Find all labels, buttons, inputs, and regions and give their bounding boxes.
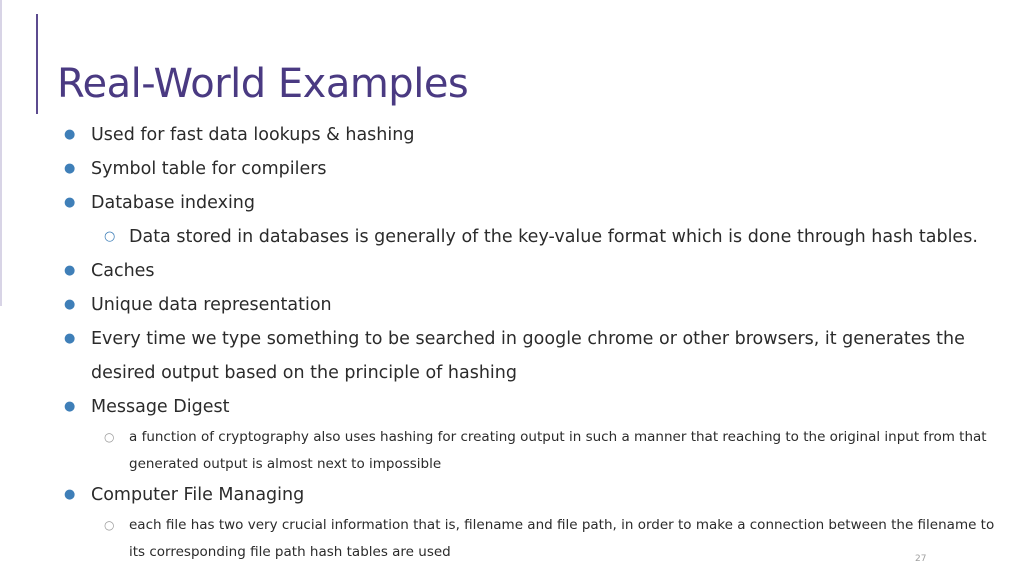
hollow-circle-bullet-icon: ○ [104, 518, 115, 532]
list-item [64, 118, 1009, 152]
hollow-circle-bullet-icon: ○ [104, 229, 116, 244]
list-item-text: Message Digest [91, 397, 230, 417]
sub-list-item [64, 424, 1009, 478]
list-item-text: Every time we type something to be searched in google chrome or other browsers, it generates the desired output based on the principle of hashing [91, 329, 965, 383]
page-number: 27 [915, 554, 927, 564]
filled-circle-bullet-icon: ● [64, 399, 76, 414]
filled-circle-bullet-icon: ● [64, 487, 76, 502]
filled-circle-bullet-icon: ● [64, 161, 76, 176]
list-item [64, 152, 1009, 186]
sub-list-item-text: each file has two very crucial information that is, filename and file path, in order to make a connection between the filename to its corresponding file path hash tables are used [129, 517, 995, 560]
slide-title: Real-World Examples [57, 60, 469, 107]
list-item [64, 254, 1009, 288]
list-item-text: Symbol table for compilers [91, 159, 327, 179]
filled-circle-bullet-icon: ● [64, 331, 76, 346]
list-item-text: Unique data representation [91, 295, 332, 315]
hollow-circle-bullet-icon: ○ [104, 430, 115, 444]
list-item-text: Caches [91, 261, 155, 281]
list-item-text: Computer File Managing [91, 485, 305, 505]
list-item-text: Used for fast data lookups & hashing [91, 125, 415, 145]
sub-list-item [64, 512, 1009, 566]
filled-circle-bullet-icon: ● [64, 297, 76, 312]
list-item-text: Database indexing [91, 193, 256, 213]
list-item [64, 322, 1009, 390]
filled-circle-bullet-icon: ● [64, 195, 76, 210]
sub-list-item-text: a function of cryptography also uses hashing for creating output in such a manner that reaching to the original input from that generated output is almost next to impossible [129, 429, 987, 472]
filled-circle-bullet-icon: ● [64, 127, 76, 142]
sub-list-item-text: Data stored in databases is generally of the key-value format which is done through hash tables. [129, 227, 978, 247]
title-accent-bar [36, 14, 38, 114]
list-item [64, 186, 1009, 220]
list-item [64, 478, 1009, 512]
left-edge-line [0, 0, 2, 306]
sub-list-item [64, 220, 1009, 254]
list-item [64, 288, 1009, 322]
filled-circle-bullet-icon: ● [64, 263, 76, 278]
list-item [64, 390, 1009, 424]
bullet-list [64, 118, 1009, 566]
